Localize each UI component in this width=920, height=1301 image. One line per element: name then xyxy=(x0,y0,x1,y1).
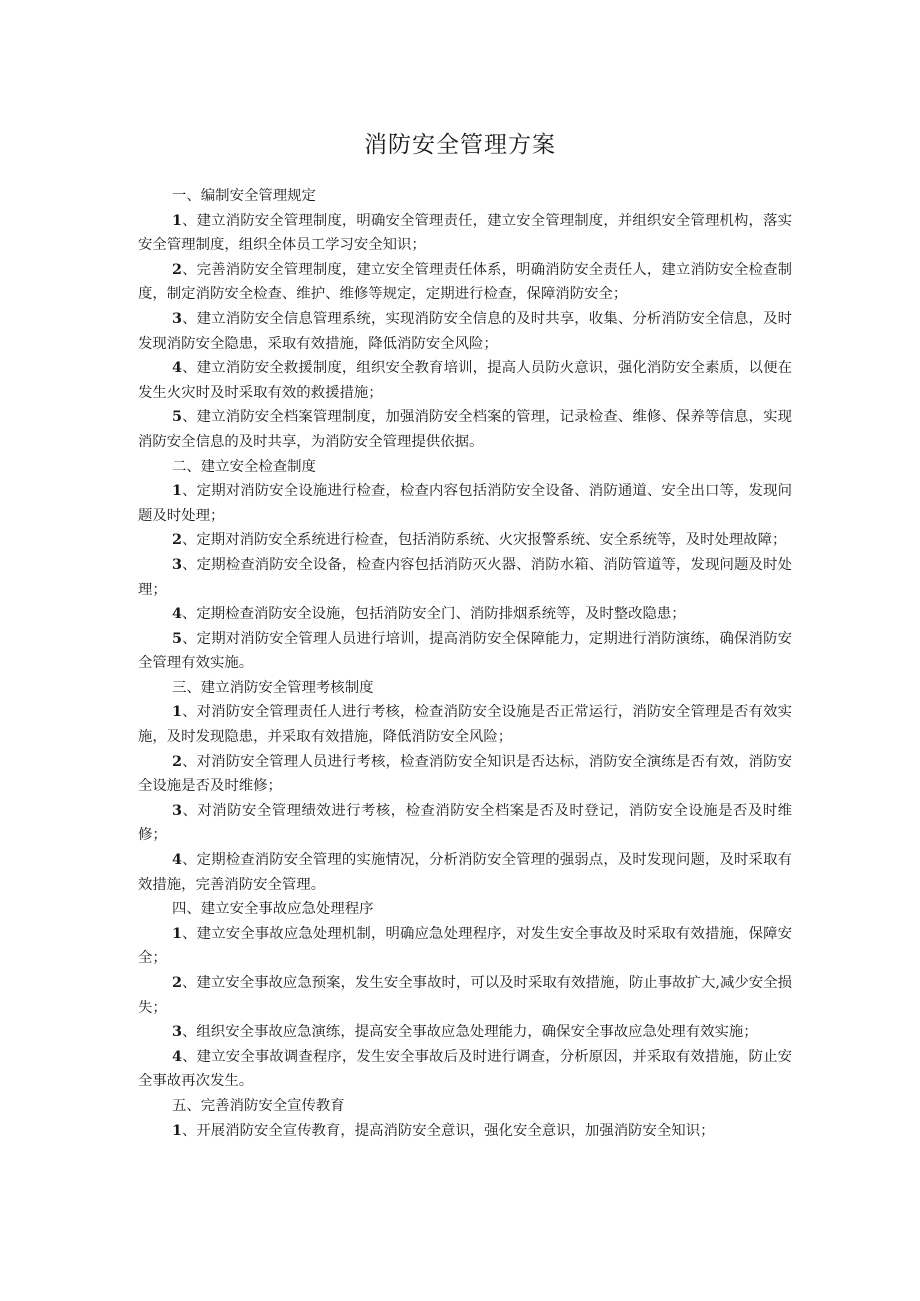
list-item xyxy=(138,848,792,897)
item-number: 3 xyxy=(172,555,183,573)
item-number: 3 xyxy=(172,801,183,819)
list-item xyxy=(138,479,792,528)
item-text: 、建立安全事故应急处理机制，明确应急处理程序，对发生安全事故及时采取有效措施，保障安全； xyxy=(138,925,792,967)
item-text: 、建立消防安全救援制度，组织安全教育培训，提高人员防火意识，强化消防安全素质，以便在发生火灾时及时采取有效的救援措施； xyxy=(138,360,792,401)
list-item xyxy=(138,602,792,627)
item-text: 、组织安全事故应急演练，提高安全事故应急处理能力，确保安全事故应急处理有效实施； xyxy=(182,1024,758,1041)
section-heading: 四、建立安全事故应急处理程序 xyxy=(172,901,374,918)
item-text: 、对消防安全管理绩效进行考核，检查消防安全档案是否及时登记，消防安全设施是否及时维修； xyxy=(138,802,792,844)
section-heading: 一、编制安全管理规定 xyxy=(172,188,316,204)
item-number: 4 xyxy=(172,1047,183,1065)
item-number: 5 xyxy=(172,408,183,426)
document-body xyxy=(138,184,792,1143)
item-number: 1 xyxy=(172,1121,183,1139)
item-number: 1 xyxy=(172,703,183,721)
item-text: 、定期对消防安全设施进行检查，检查内容包括消防安全设备、消防通道、安全出口等，发现问题及时处理； xyxy=(138,483,792,524)
list-item xyxy=(138,799,792,848)
item-number: 2 xyxy=(172,752,183,770)
item-number: 3 xyxy=(172,309,183,327)
list-item xyxy=(138,750,792,799)
list-item xyxy=(138,307,792,356)
list-item xyxy=(138,528,792,553)
list-item xyxy=(138,1020,792,1045)
list-item xyxy=(138,1045,792,1094)
item-number: 5 xyxy=(172,629,183,647)
item-text: 、建立消防安全信息管理系统，实现消防安全信息的及时共享，收集、分析消防安全信息，及时发现消防安全隐患，采取有效措施，降低消防安全风险； xyxy=(138,310,792,352)
item-text: 、建立安全事故调查程序，发生安全事故后及时进行调查，分析原因，并采取有效措施，防止安全事故再次发生。 xyxy=(138,1048,792,1090)
list-item xyxy=(138,1119,792,1144)
item-number: 4 xyxy=(172,851,183,869)
item-text: 、定期对消防安全管理人员进行培训，提高消防安全保障能力，定期进行消防演练，确保消防安全管理有效实施。 xyxy=(138,630,792,672)
item-text: 、定期检查消防安全设备，检查内容包括消防灭火器、消防水箱、消防管道等，发现问题及时处理； xyxy=(138,556,792,598)
item-text: 、对消防安全管理责任人进行考核，检查消防安全设施是否正常运行，消防安全管理是否有效实施，及时发现隐患，并采取有效措施，降低消防安全风险； xyxy=(138,704,792,746)
item-number: 3 xyxy=(172,1023,183,1041)
list-item xyxy=(138,553,792,602)
document-title: 消防安全管理方案 xyxy=(364,132,556,158)
item-number: 2 xyxy=(172,260,183,278)
list-item xyxy=(138,356,792,405)
list-item xyxy=(138,209,792,258)
list-item xyxy=(138,405,792,454)
item-number: 4 xyxy=(172,605,183,623)
item-number: 1 xyxy=(172,482,183,500)
item-text: 、定期对消防安全系统进行检查，包括消防系统、火灾报警系统、安全系统等，及时处理故障； xyxy=(182,532,787,549)
item-number: 1 xyxy=(172,924,183,942)
item-number: 1 xyxy=(172,211,183,229)
item-number: 2 xyxy=(172,974,183,991)
item-text: 、完善消防安全管理制度，建立安全管理责任体系，明确消防安全责任人，建立消防安全检查制度，制定消防安全检查、维护、维修等规定，定期进行检查，保障消防安全； xyxy=(138,261,792,303)
list-item xyxy=(138,627,792,676)
list-item xyxy=(138,258,792,307)
list-item xyxy=(138,700,792,749)
item-text: 、建立消防安全管理制度，明确安全管理责任，建立安全管理制度，并组织安全管理机构，落实安全管理制度，组织全体员工学习安全知识； xyxy=(138,212,792,254)
section-heading: 五、完善消防安全宣传教育 xyxy=(172,1097,345,1114)
item-text: 、建立消防安全档案管理制度，加强消防安全档案的管理，记录检查、维修、保养等信息，实现消防安全信息的及时共享，为消防安全管理提供依据。 xyxy=(138,409,792,450)
list-item xyxy=(138,922,792,971)
item-text: 、开展消防安全宣传教育，提高消防安全意识，强化安全意识，加强消防安全知识； xyxy=(182,1122,715,1139)
item-text: 、定期检查消防安全管理的实施情况，分析消防安全管理的强弱点，及时发现问题，及时采取有效措施，完善消防安全管理。 xyxy=(138,852,792,893)
list-item xyxy=(138,971,792,1020)
section-heading: 二、建立安全检查制度 xyxy=(172,458,316,475)
section-heading: 三、建立消防安全管理考核制度 xyxy=(172,679,374,696)
item-text: 、建立安全事故应急预案，发生安全事故时，可以及时采取有效措施，防止事故扩大,减少安全损失； xyxy=(138,975,792,1016)
item-number: 2 xyxy=(172,531,183,549)
item-number: 4 xyxy=(172,359,183,377)
item-text: 、对消防安全管理人员进行考核，检查消防安全知识是否达标，消防安全演练是否有效，消防安全设施是否及时维修； xyxy=(138,753,792,795)
item-text: 、定期检查消防安全设施，包括消防安全门、消防排烟系统等，及时整改隐患； xyxy=(182,606,686,623)
